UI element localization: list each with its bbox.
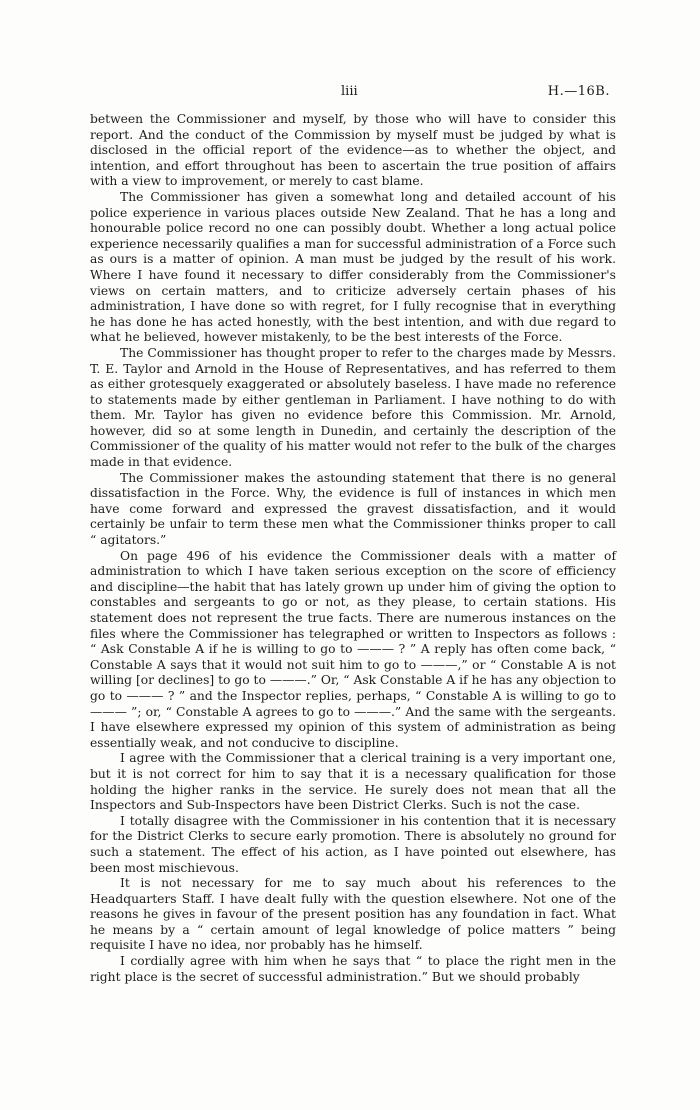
body-text: [90, 112, 616, 985]
paragraph-district-clerks: I totally disagree with the Commissioner in his contention that it is necessary for the District Clerks to secure early promotion. There is absolutely no ground for such a statement. The effect of his action, as I have pointed out elsewhere, has been most mischievous.: [90, 813, 616, 875]
paragraph-dissatisfaction: The Commissioner makes the astounding statement that there is no general dissatisfaction in the Force. Why, the evidence is full of instances in which men have come forward and expressed the gravest dissatisfaction, and it would certainly be unfair to term these men what the Commissioner thinks proper to call “ agitators.”: [90, 470, 616, 548]
document-reference: H.—16B.: [547, 84, 610, 99]
paragraph-clerical-training: I agree with the Commissioner that a clerical training is a very important one, but it is not correct for him to say that it is a necessary qualification for those holding the higher ranks in the service. He surely does not mean that all the Inspectors and Sub-Inspectors have been District Clerks. Such is not the case.: [90, 751, 616, 813]
paragraph-charges: The Commissioner has thought proper to refer to the charges made by Messrs. T. E. Taylor and Arnold in the House of Representatives, and has referred to them as either grotesquely exaggerated or absolutely baseless. I have made no reference to statements made by either gentleman in Parliament. I have nothing to do with them. Mr. Taylor has given no evidence before this Commission. Mr. Arnold, however, did so at some length in Dunedin, and certainly the description of the Commissioner of the quality of his matter would not refer to the bulk of the charges made in that evidence.: [90, 345, 616, 470]
paragraph-police-experience: The Commissioner has given a somewhat long and detailed account of his police experience in various places outside New Zealand. That he has a long and honourable police record no one can possibly doubt. Whether a long actual police experience necessarily qualifies a man for successful administration of a Force such as ours is a matter of opinion. A man must be judged by the result of his work. Where I have found it necessary to differ considerably from the Commissioner's views on certain matters, and to criticize adversely certain phases of his administration, I have done so with regret, for I fully recognise that in everything he has done he has acted honestly, with the best intention, and with due regard to what he believed, however mistakenly, to be the best interests of the Force.: [90, 189, 616, 345]
page-header: [0, 84, 700, 104]
paragraph-page-496: On page 496 of his evidence the Commissioner deals with a matter of administration to which I have taken serious exception on the score of efficiency and discipline—the habit that has lately grown up under him of giving the option to constables and sergeants to go or not, as they please, to certain stations. His statement does not represent the true facts. There are numerous instances on the files where the Commissioner has telegraphed or written to Inspectors as follows : “ Ask Constable A if he is willing to go to ——— ? ” A reply has often come back, “ Constable A says that it would not suit him to go to ———,” or “ Constable A is not willing [or declines] to go to ———.” Or, “ Ask Constable A if he has any objection to go to ——— ? ” and the Inspector replies, perhaps, “ Constable A is willing to go to ——— ”; or, “ Constable A agrees to go to ———.” And the same with the sergeants. I have elsewhere expressed my opinion of this system of administration as being essentially weak, and not conducive to discipline.: [90, 548, 616, 750]
paragraph-right-men: I cordially agree with him when he says that “ to place the right men in the right place is the secret of successful administration.” But we should probably: [90, 954, 616, 984]
paragraph-continuation: between the Commissioner and myself, by those who will have to consider this report. And the conduct of the Commission by myself must be judged by what is disclosed in the official report of the evidence—as to whether the object, and intention, and effort throughout has been to ascertain the true position of affairs with a view to improvement, or merely to cast blame.: [90, 112, 616, 189]
page-number: liii: [341, 84, 358, 99]
paragraph-headquarters-staff: It is not necessary for me to say much about his references to the Headquarters Staff. I have dealt fully with the question elsewhere. Not one of the reasons he gives in favour of the present position has any foundation in fact. What he means by a “ certain amount of legal knowledge of police matters ” being requisite I have no idea, nor probably has he himself.: [90, 876, 616, 953]
